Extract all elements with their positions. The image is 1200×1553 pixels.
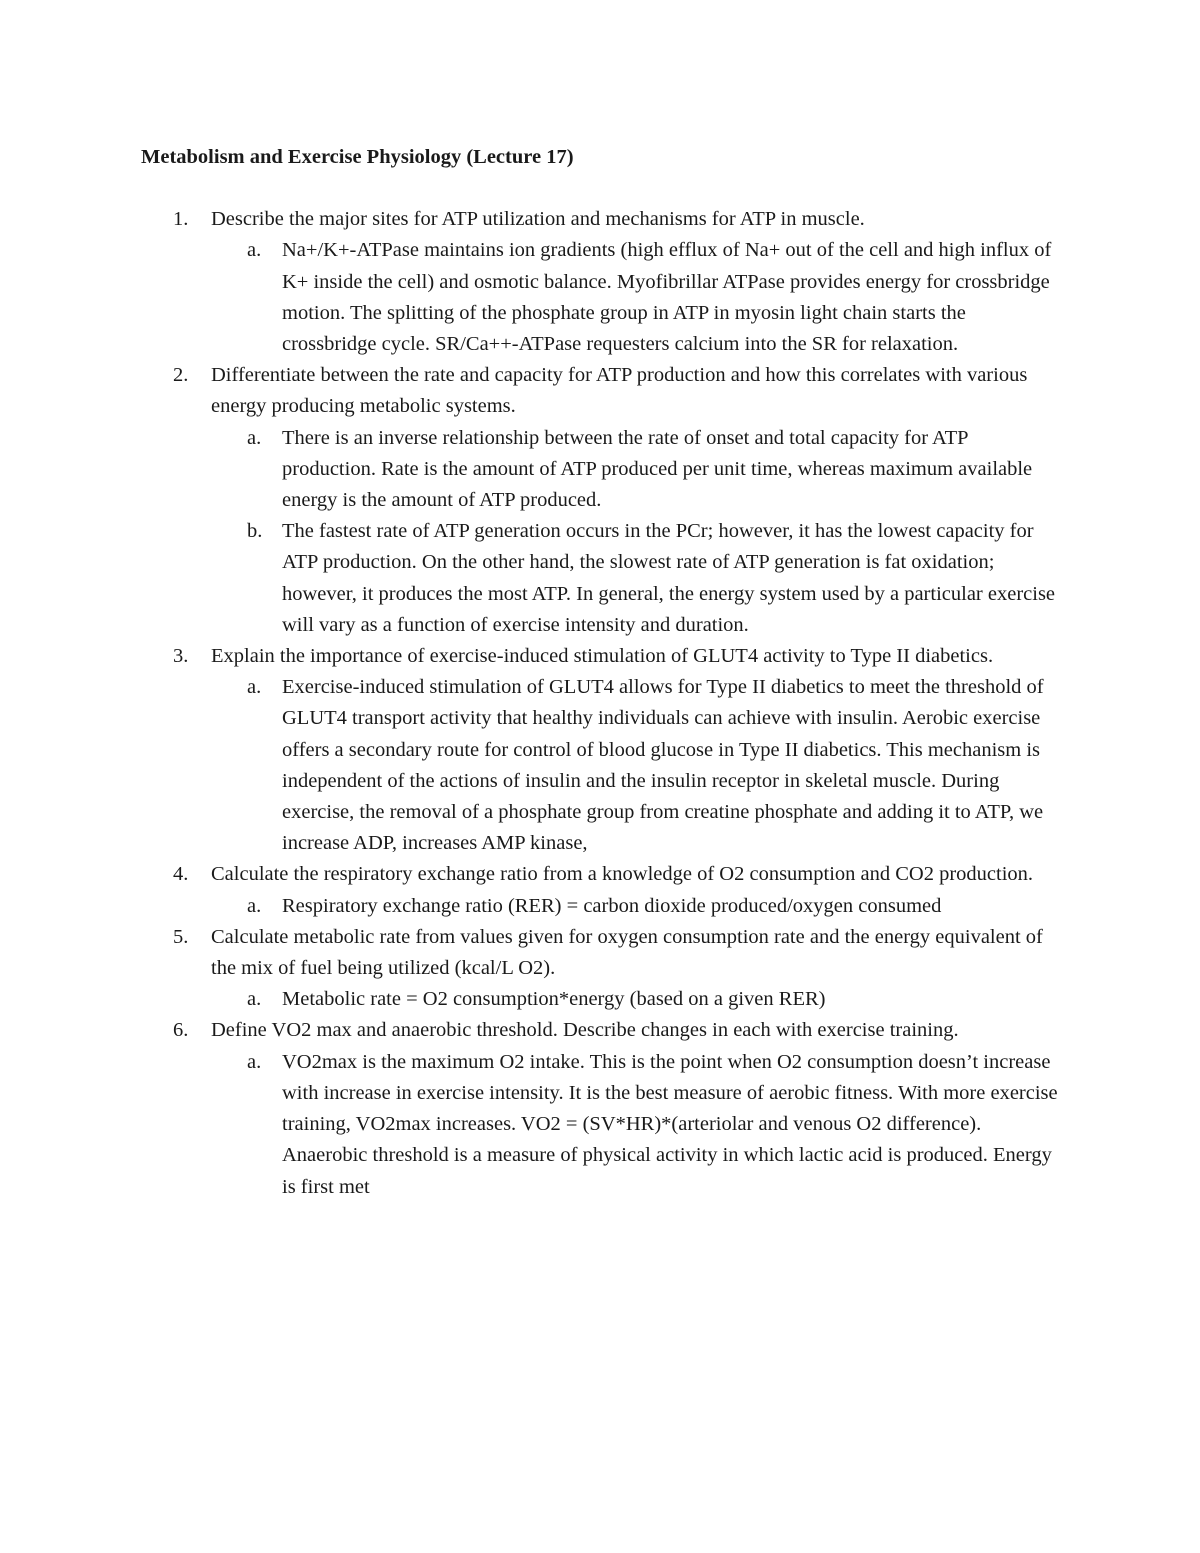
- answer-list: [211, 891, 1061, 922]
- question-item: [141, 360, 1061, 641]
- question-text: Calculate the respiratory exchange ratio from a knowledge of O2 consumption and CO2 production.: [211, 863, 1034, 886]
- answer-letter: a.: [247, 426, 262, 449]
- answer-text: There is an inverse relationship between the rate of onset and total capacity for ATP production. Rate is the amount of ATP produced per unit time, whereas maximum available energy is the amount of ATP produced.: [282, 426, 1033, 512]
- question-text: Differentiate between the rate and capacity for ATP production and how this correlates with various energy producing metabolic systems.: [211, 364, 1028, 418]
- answer-item: [211, 423, 1061, 517]
- question-item: [141, 922, 1061, 1016]
- answer-list: [211, 235, 1061, 360]
- answer-list: [211, 1047, 1061, 1203]
- question-item: [141, 641, 1061, 859]
- question-text: Explain the importance of exercise-induced stimulation of GLUT4 activity to Type II diabetics.: [211, 645, 994, 668]
- question-number: 3.: [173, 645, 189, 668]
- answer-letter: a.: [247, 239, 262, 262]
- question-number: 2.: [173, 364, 189, 387]
- answer-list: [211, 672, 1061, 859]
- document-title: Metabolism and Exercise Physiology (Lecture 17): [141, 146, 574, 168]
- question-text: Describe the major sites for ATP utilization and mechanisms for ATP in muscle.: [211, 208, 865, 231]
- question-number: 1.: [173, 208, 189, 231]
- answer-list: [211, 423, 1061, 641]
- answer-item: [211, 1047, 1061, 1203]
- question-number: 6.: [173, 1019, 189, 1042]
- question-text: Calculate metabolic rate from values given for oxygen consumption rate and the energy equivalent of the mix of fuel being utilized (kcal/L O2).: [211, 925, 1043, 980]
- question-item: [141, 1015, 1061, 1202]
- answer-text: Metabolic rate = O2 consumption*energy (based on a given RER): [282, 988, 826, 1011]
- answer-item: [211, 984, 1061, 1015]
- answer-text: The fastest rate of ATP generation occurs in the PCr; however, it has the lowest capacity for ATP production. On the other hand, the slowest rate of ATP generation is fat oxidation; however, it produces the most ATP. In general, the energy system used by a particular exercise will vary as a function of exercise intensity and duration.: [282, 520, 1056, 636]
- question-text: Define VO2 max and anaerobic threshold. Describe changes in each with exercise training.: [211, 1019, 959, 1042]
- question-number: 5.: [173, 925, 189, 948]
- answer-letter: a.: [247, 988, 262, 1011]
- question-item: [141, 204, 1061, 360]
- answer-text: VO2max is the maximum O2 intake. This is the point when O2 consumption doesn’t increase with increase in exercise intensity. It is the best measure of aerobic fitness. With more exercise training, VO2max increases. VO2 = (SV*HR)*(arteriolar and venous O2 difference). Anaerobic threshold is a measure of physical activity in which lactic acid is produced. Energy is first met: [282, 1050, 1058, 1198]
- answer-text: Respiratory exchange ratio (RER) = carbon dioxide produced/oxygen consumed: [282, 894, 942, 917]
- answer-item: [211, 516, 1061, 641]
- question-list: [141, 204, 1061, 1203]
- answer-text: Exercise-induced stimulation of GLUT4 allows for Type II diabetics to meet the threshold of GLUT4 transport activity that healthy individuals can achieve with insulin. Aerobic exercise offers a secondary route for control of blood glucose in Type II diabetics. This mechanism is independent of the actions of insulin and the insulin receptor in skeletal muscle. During exercise, the removal of a phosphate group from creatine phosphate and adding it to ATP, we increase ADP, increases AMP kinase,: [282, 676, 1044, 855]
- answer-list: [211, 984, 1061, 1015]
- answer-letter: b.: [247, 520, 263, 543]
- answer-text: Na+/K+-ATPase maintains ion gradients (high efflux of Na+ out of the cell and high influx of K+ inside the cell) and osmotic balance. Myofibrillar ATPase provides energy for crossbridge motion. The splitting of the phosphate group in ATP in myosin light chain starts the crossbridge cycle. SR/Ca++-ATPase requesters calcium into the SR for relaxation.: [282, 239, 1052, 356]
- answer-letter: a.: [247, 894, 262, 917]
- question-number: 4.: [173, 863, 189, 886]
- answer-letter: a.: [247, 676, 262, 699]
- answer-item: [211, 891, 1061, 922]
- answer-item: [211, 235, 1061, 360]
- question-item: [141, 859, 1061, 921]
- answer-letter: a.: [247, 1050, 262, 1073]
- answer-item: [211, 672, 1061, 859]
- document-content: [141, 142, 1061, 1203]
